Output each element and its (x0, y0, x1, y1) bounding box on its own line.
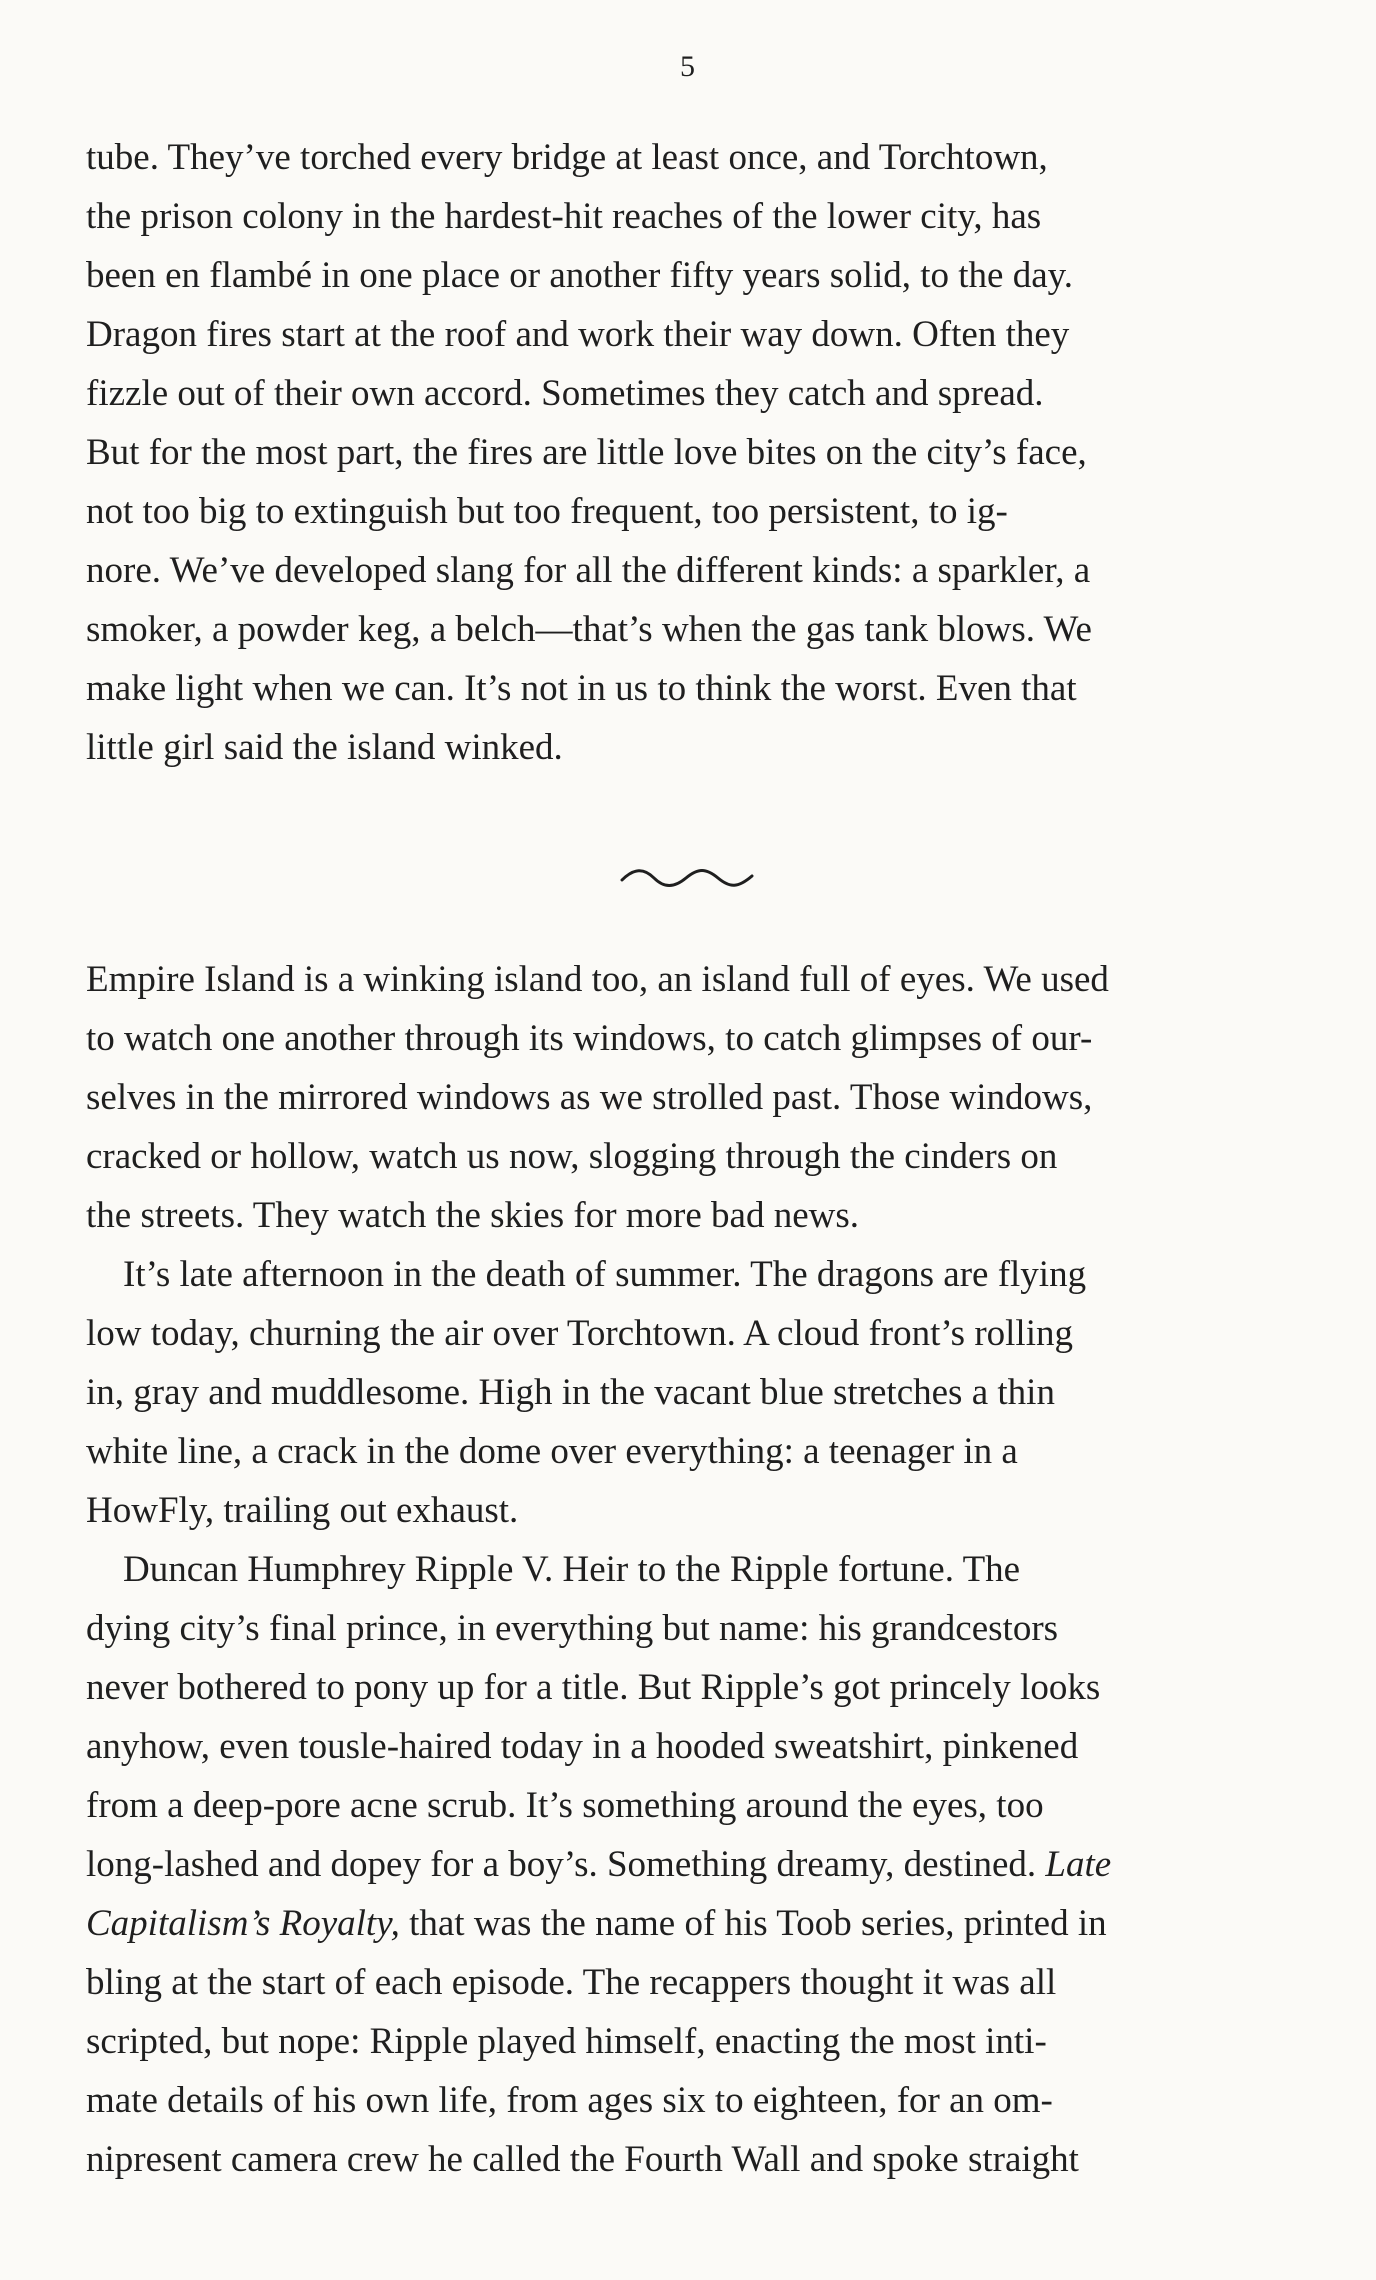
section-break-ornament (618, 864, 756, 892)
text-segment: that was the name of his Toob series, printed in (399, 1903, 1107, 1944)
text-line: selves in the mirrored windows as we strolled past. Those windows, (86, 1077, 1093, 1118)
text-line: not too big to extinguish but too frequent, too persistent, to ig- (86, 491, 1008, 532)
text-line: dying city’s final prince, in everything but name: his grandcestors (86, 1608, 1059, 1649)
text-line (86, 1835, 1276, 1894)
text-line: little girl said the island winked. (86, 727, 563, 768)
text-line: smoker, a powder keg, a belch—that’s when the gas tank blows. We (86, 609, 1092, 650)
text-line: never bothered to pony up for a title. But Ripple’s got princely looks (86, 1667, 1101, 1708)
text-line: mate details of his own life, from ages six to eighteen, for an om- (86, 2080, 1053, 2121)
text-line: Duncan Humphrey Ripple V. Heir to the Ripple fortune. The (86, 1549, 1021, 1590)
text-line: But for the most part, the fires are little love bites on the city’s face, (86, 432, 1087, 473)
text-line: cracked or hollow, watch us now, slogging through the cinders on (86, 1136, 1058, 1177)
text-line: the streets. They watch the skies for more bad news. (86, 1195, 860, 1236)
text-line: nipresent camera crew he called the Fourth Wall and spoke straight (86, 2139, 1079, 2180)
text-line: anyhow, even tousle-haired today in a hooded sweatshirt, pinkened (86, 1726, 1079, 1767)
text-line: nore. We’ve developed slang for all the different kinds: a sparkler, a (86, 550, 1091, 591)
text-line: bling at the start of each episode. The recappers thought it was all (86, 1962, 1057, 2003)
text-line: the prison colony in the hardest-hit reaches of the lower city, has (86, 196, 1042, 237)
text-line (86, 1894, 1276, 1953)
text-line: scripted, but nope: Ripple played himself, enacting the most inti- (86, 2021, 1047, 2062)
italic-series-title: Capitalism’s Royalty, (86, 1903, 400, 1944)
text-line: Dragon fires start at the roof and work their way down. Often they (86, 314, 1070, 355)
text-line: HowFly, trailing out exhaust. (86, 1490, 519, 1531)
paragraph-section-2 (86, 950, 1276, 2189)
wave-ornament-icon (618, 864, 756, 892)
text-line: Empire Island is a winking island too, an island full of eyes. We used (86, 959, 1109, 1000)
text-line: fizzle out of their own accord. Sometimes they catch and spread. (86, 373, 1044, 414)
text-segment: long-lashed and dopey for a boy’s. Something dreamy, destined. (86, 1844, 1037, 1885)
text-line: tube. They’ve torched every bridge at least once, and Torchtown, (86, 137, 1048, 178)
text-line: to watch one another through its windows, to catch glimpses of our- (86, 1018, 1093, 1059)
italic-text: Late (1045, 1844, 1112, 1885)
text-line: from a deep-pore acne scrub. It’s something around the eyes, too (86, 1785, 1044, 1826)
text-line: low today, churning the air over Torchtown. A cloud front’s rolling (86, 1313, 1073, 1354)
text-line: make light when we can. It’s not in us to think the worst. Even that (86, 668, 1077, 709)
paragraph-section-1 (86, 128, 1276, 777)
text-line: been en flambé in one place or another fifty years solid, to the day. (86, 255, 1073, 296)
text-line: white line, a crack in the dome over everything: a teenager in a (86, 1431, 1018, 1472)
text-line: in, gray and muddlesome. High in the vacant blue stretches a thin (86, 1372, 1055, 1413)
text-line: It’s late afternoon in the death of summer. The dragons are flying (86, 1254, 1087, 1295)
page-number: 5 (680, 50, 696, 83)
